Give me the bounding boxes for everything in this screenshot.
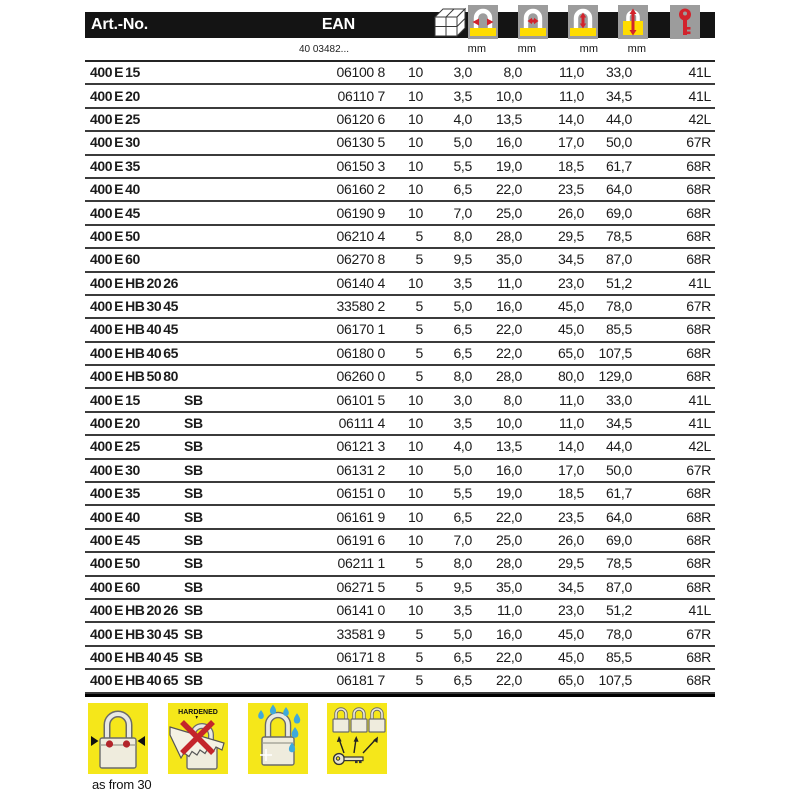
inner-height-value: 18,5: [557, 157, 584, 174]
sb-flag: SB: [184, 508, 203, 525]
inner-width-value: 35,0: [495, 251, 522, 268]
inner-height-value: 23,0: [557, 602, 584, 619]
inner-width-value: 16,0: [495, 461, 522, 478]
total-height-value: 50,0: [605, 134, 632, 151]
pack-quantity: 10: [408, 274, 423, 291]
sb-flag: SB: [184, 485, 203, 502]
table-row: [85, 530, 715, 553]
sb-flag: SB: [184, 391, 203, 408]
unit-label-ht: mm: [627, 43, 646, 55]
total-height-value: 51,2: [605, 274, 632, 291]
total-height-value: 69,0: [605, 204, 632, 221]
table-row: [85, 553, 715, 576]
inner-width-value: 16,0: [495, 298, 522, 315]
spec-table: [85, 5, 715, 697]
total-height-value: 33,0: [605, 64, 632, 81]
sb-flag: SB: [184, 532, 203, 548]
table-row: [85, 343, 715, 366]
key-blank-value: 68R: [686, 672, 711, 689]
ean-value: 06131 2: [336, 461, 385, 478]
inner-height-value: 65,0: [557, 672, 584, 689]
inner-height-value: 11,0: [558, 391, 584, 408]
pack-quantity: 10: [408, 204, 423, 221]
key-blank-value: 67R: [686, 625, 711, 642]
table-subheader: [85, 38, 715, 62]
art-no: 400 E 15: [90, 64, 140, 81]
sb-flag: SB: [184, 461, 203, 478]
inner-width-value: 19,0: [495, 485, 522, 502]
inner-width-value: 22,0: [495, 321, 522, 338]
art-no: 400 E HB 30 45: [90, 625, 179, 642]
inner-height-value: 11,0: [558, 415, 584, 432]
shackle-diameter-icon: [468, 5, 498, 41]
shackle-diameter-value: 5,0: [453, 461, 472, 478]
inner-width-value: 10,0: [495, 415, 522, 432]
inner-height-value: 34,5: [557, 251, 584, 268]
art-no: 400 E 40: [90, 181, 140, 198]
inner-width-value: 22,0: [495, 181, 522, 198]
key-blank-value: 68R: [686, 648, 711, 665]
total-height-value: 50,0: [605, 461, 632, 478]
total-height-value: 69,0: [605, 532, 632, 548]
art-no: 400 E 20: [90, 415, 140, 432]
art-no: 400 E HB 50 80: [90, 368, 179, 385]
total-height-value: 87,0: [605, 251, 632, 268]
ean-value: 06270 8: [336, 251, 385, 268]
inner-width-value: 19,0: [495, 157, 522, 174]
ean-value: 06121 3: [336, 438, 385, 455]
art-no: 400 E 15: [90, 391, 140, 408]
key-blank-value: 68R: [686, 227, 711, 244]
sb-flag: SB: [184, 555, 203, 572]
total-height-value: 85,5: [605, 321, 632, 338]
inner-height-value: 45,0: [557, 321, 584, 338]
inner-height-value: 45,0: [557, 648, 584, 665]
key-blank-value: 41L: [688, 415, 711, 432]
shackle-diameter-value: 7,0: [453, 532, 472, 548]
ean-value: 33581 9: [336, 625, 385, 642]
pack-quantity: 5: [415, 578, 423, 595]
art-no: 400 E 25: [90, 110, 140, 127]
ean-value: 06130 5: [336, 134, 385, 151]
pack-quantity: 10: [408, 602, 423, 619]
ean-value: 06120 6: [336, 110, 385, 127]
table-row: [85, 249, 715, 272]
inner-height-value: 17,0: [557, 134, 584, 151]
ean-prefix: 40 03482...: [298, 43, 349, 55]
inner-width-value: 13,5: [495, 110, 522, 127]
key-blank-value: 68R: [686, 555, 711, 572]
total-height-value: 85,5: [605, 648, 632, 665]
key-blank-value: 68R: [686, 532, 711, 548]
art-no: 400 E 35: [90, 157, 140, 174]
pack-quantity: 5: [415, 321, 423, 338]
table-row: [85, 179, 715, 202]
key-blank-value: 42L: [688, 438, 711, 455]
inner-height-value: 14,0: [557, 438, 584, 455]
inner-height-value: 14,0: [557, 110, 584, 127]
key-blank-value: 41L: [688, 274, 711, 291]
ean-value: 06111 4: [338, 415, 385, 432]
inner-width-value: 16,0: [495, 625, 522, 642]
shackle-diameter-value: 6,5: [453, 344, 472, 361]
key-blank-value: 41L: [688, 602, 711, 619]
inner-height-value: 29,5: [557, 227, 584, 244]
inner-width-value: 25,0: [495, 204, 522, 221]
pack-quantity: 10: [408, 64, 423, 81]
inner-height-value: 65,0: [557, 344, 584, 361]
inner-width-value: 22,0: [495, 648, 522, 665]
inner-width-value: 11,0: [496, 602, 522, 619]
total-height-value: 107,5: [598, 672, 632, 689]
total-height-value: 64,0: [605, 508, 632, 525]
ean-value: 33580 2: [336, 298, 385, 315]
shackle-diameter-value: 6,5: [453, 181, 472, 198]
total-height-icon: [618, 5, 648, 41]
inner-height-value: 18,5: [557, 485, 584, 502]
inner-height-value: 23,0: [557, 274, 584, 291]
key-blank-value: 41L: [688, 87, 711, 104]
shackle-diameter-value: 3,0: [453, 391, 472, 408]
pack-quantity: 10: [408, 485, 423, 502]
total-height-value: 78,5: [605, 555, 632, 572]
inner-height-value: 80,0: [557, 368, 584, 385]
art-no: 400 E HB 30 45: [90, 298, 179, 315]
pack-quantity: 10: [408, 461, 423, 478]
shackle-diameter-value: 5,0: [453, 298, 472, 315]
keyed-alike-icon: [327, 703, 387, 774]
art-no: 400 E 60: [90, 578, 140, 595]
inner-height-value: 17,0: [557, 461, 584, 478]
shackle-inner-width-icon: [518, 5, 548, 41]
header-icons: [85, 5, 715, 41]
shackle-diameter-value: 5,0: [453, 134, 472, 151]
inner-width-value: 28,0: [495, 555, 522, 572]
pack-quantity: 10: [408, 438, 423, 455]
key-blank-value: 42L: [688, 110, 711, 127]
pack-quantity: 10: [408, 508, 423, 525]
total-height-value: 107,5: [598, 344, 632, 361]
table-body: [85, 62, 715, 697]
shackle-diameter-value: 4,0: [453, 438, 472, 455]
pack-quantity: 5: [415, 555, 423, 572]
ean-value: 06110 7: [337, 87, 385, 104]
inner-width-value: 8,0: [503, 391, 522, 408]
ean-value: 06140 4: [336, 274, 385, 291]
art-no: 400 E 35: [90, 485, 140, 502]
shackle-diameter-value: 8,0: [453, 227, 472, 244]
pack-quantity: 10: [408, 157, 423, 174]
ean-value: 06101 5: [336, 391, 385, 408]
art-no: 400 E HB 40 45: [90, 321, 179, 338]
inner-width-value: 10,0: [495, 87, 522, 104]
key-blank-value: 68R: [686, 251, 711, 268]
shackle-diameter-value: 6,5: [453, 648, 472, 665]
pack-quantity: 5: [415, 227, 423, 244]
double-bolted-icon: [88, 703, 148, 774]
pack-quantity: 5: [415, 368, 423, 385]
shackle-diameter-value: 5,5: [453, 485, 472, 502]
ean-value: 06180 0: [336, 344, 385, 361]
pack-quantity: 10: [408, 181, 423, 198]
table-row: [85, 62, 715, 85]
table-row: [85, 273, 715, 296]
key-blank-value: 67R: [686, 134, 711, 151]
key-blank-value: 68R: [686, 321, 711, 338]
shackle-diameter-value: 5,0: [453, 625, 472, 642]
pack-quantity: 5: [415, 625, 423, 642]
ean-value: 06191 6: [336, 532, 385, 548]
inner-height-value: 34,5: [557, 578, 584, 595]
column-header-ean: EAN: [321, 16, 355, 33]
art-no: 400 E 25: [90, 438, 140, 455]
inner-height-value: 29,5: [557, 555, 584, 572]
inner-height-value: 11,0: [558, 87, 584, 104]
total-height-value: 78,0: [605, 625, 632, 642]
total-height-value: 78,0: [605, 298, 632, 315]
shackle-diameter-value: 8,0: [453, 555, 472, 572]
inner-width-value: 28,0: [495, 368, 522, 385]
total-height-value: 78,5: [605, 227, 632, 244]
pack-quantity: 10: [408, 110, 423, 127]
hardened-label: HARDENED: [178, 709, 218, 716]
inner-width-value: 13,5: [495, 438, 522, 455]
shackle-diameter-value: 3,5: [453, 274, 472, 291]
table-row: [85, 366, 715, 389]
shackle-diameter-value: 3,5: [453, 415, 472, 432]
total-height-value: 61,7: [605, 157, 632, 174]
shackle-diameter-value: 7,0: [453, 204, 472, 221]
table-row: [85, 436, 715, 459]
art-no: 400 E HB 40 65: [90, 672, 179, 689]
art-no: 400 E HB 40 65: [90, 344, 179, 361]
ean-value: 06170 1: [336, 321, 385, 338]
shackle-diameter-value: 9,5: [453, 578, 472, 595]
shackle-diameter-value: 9,5: [453, 251, 472, 268]
table-row: [85, 413, 715, 436]
shackle-diameter-value: 6,5: [453, 321, 472, 338]
table-row: [85, 319, 715, 342]
shackle-diameter-value: 5,5: [453, 157, 472, 174]
table-row: [85, 202, 715, 225]
table-row: [85, 600, 715, 623]
key-blank-value: 68R: [686, 157, 711, 174]
shackle-diameter-value: 6,5: [453, 508, 472, 525]
sb-flag: SB: [184, 438, 203, 455]
ean-value: 06271 5: [336, 578, 385, 595]
art-no: 400 E 50: [90, 555, 140, 572]
pack-quantity: 10: [408, 87, 423, 104]
inner-width-value: 22,0: [495, 672, 522, 689]
table-row: [85, 109, 715, 132]
key-blank-value: 68R: [686, 508, 711, 525]
ean-value: 06171 8: [336, 648, 385, 665]
ean-value: 06161 9: [336, 508, 385, 525]
key-blank-value: 41L: [688, 64, 711, 81]
hardened-saw-proof-icon: [168, 703, 228, 774]
art-no: 400 E 20: [90, 87, 140, 104]
inner-width-value: 28,0: [495, 227, 522, 244]
unit-label-h: mm: [579, 43, 598, 55]
key-blank-value: 41L: [688, 391, 711, 408]
art-no: 400 E HB 40 45: [90, 648, 179, 665]
inner-width-value: 22,0: [495, 508, 522, 525]
inner-height-value: 45,0: [557, 625, 584, 642]
shackle-inner-height-icon: [568, 5, 598, 41]
shackle-diameter-value: 8,0: [453, 368, 472, 385]
inner-width-value: 8,0: [503, 64, 522, 81]
table-row: [85, 132, 715, 155]
pack-quantity: 10: [408, 134, 423, 151]
inner-height-value: 23,5: [557, 181, 584, 198]
total-height-value: 44,0: [605, 438, 632, 455]
key-blank-value: 67R: [686, 298, 711, 315]
ean-value: 06160 2: [336, 181, 385, 198]
pack-quantity: 5: [415, 344, 423, 361]
shackle-diameter-value: 4,0: [453, 110, 472, 127]
pack-quantity: 5: [415, 672, 423, 689]
pack-quantity: 5: [415, 648, 423, 665]
pack-quantity: 10: [408, 532, 423, 548]
sb-flag: SB: [184, 578, 203, 595]
inner-height-value: 11,0: [558, 64, 584, 81]
table-row: [85, 623, 715, 646]
key-blank-value: 68R: [686, 204, 711, 221]
art-no: 400 E 60: [90, 251, 140, 268]
table-row: [85, 156, 715, 179]
key-blank-value: 68R: [686, 578, 711, 595]
double-bolted-caption: as from 30: [92, 777, 152, 792]
ean-value: 06181 7: [336, 672, 385, 689]
ean-value: 06211 1: [337, 555, 385, 572]
inner-width-value: 22,0: [495, 344, 522, 361]
ean-value: 06260 0: [336, 368, 385, 385]
feature-icons: [85, 703, 485, 798]
key-blank-value: 67R: [686, 461, 711, 478]
total-height-value: 64,0: [605, 181, 632, 198]
art-no: 400 E 50: [90, 227, 140, 244]
table-row: [85, 483, 715, 506]
table-row: [85, 389, 715, 412]
carton-quantity-icon: [432, 5, 466, 41]
total-height-value: 61,7: [605, 485, 632, 502]
unit-label-d: mm: [467, 43, 486, 55]
inner-width-value: 35,0: [495, 578, 522, 595]
ean-value: 06151 0: [336, 485, 385, 502]
inner-width-value: 11,0: [496, 274, 522, 291]
art-no: 400 E 30: [90, 134, 140, 151]
shackle-diameter-value: 3,5: [453, 602, 472, 619]
total-height-value: 87,0: [605, 578, 632, 595]
inner-height-value: 26,0: [557, 532, 584, 548]
sb-flag: SB: [184, 648, 203, 665]
table-row: [85, 577, 715, 600]
table-row: [85, 460, 715, 483]
inner-height-value: 45,0: [557, 298, 584, 315]
art-no: 400 E 45: [90, 204, 140, 221]
total-height-value: 129,0: [598, 368, 632, 385]
table-row: [85, 670, 715, 693]
shackle-diameter-value: 3,0: [453, 64, 472, 81]
ean-value: 06210 4: [336, 227, 385, 244]
pack-quantity: 5: [415, 251, 423, 268]
total-height-value: 34,5: [605, 415, 632, 432]
art-no: 400 E 45: [90, 532, 140, 548]
key-blank-value: 68R: [686, 485, 711, 502]
inner-height-value: 23,5: [557, 508, 584, 525]
table-row: [85, 296, 715, 319]
total-height-value: 44,0: [605, 110, 632, 127]
ean-value: 06190 9: [336, 204, 385, 221]
column-header-artno: Art.-No.: [91, 16, 149, 33]
key-blank-value: 68R: [686, 344, 711, 361]
pack-quantity: 5: [415, 298, 423, 315]
art-no: 400 E HB 20 26: [90, 602, 179, 619]
shackle-diameter-value: 6,5: [453, 672, 472, 689]
art-no: 400 E HB 20 26: [90, 274, 179, 291]
ean-value: 06141 0: [336, 602, 385, 619]
unit-label-w: mm: [517, 43, 536, 55]
total-height-value: 34,5: [605, 87, 632, 104]
ean-value: 06100 8: [336, 64, 385, 81]
key-icon: [670, 5, 700, 41]
sb-flag: SB: [184, 415, 203, 432]
art-no: 400 E 30: [90, 461, 140, 478]
inner-width-value: 25,0: [495, 532, 522, 548]
key-blank-value: 68R: [686, 368, 711, 385]
table-row: [85, 506, 715, 529]
key-blank-value: 68R: [686, 181, 711, 198]
shackle-diameter-value: 3,5: [453, 87, 472, 104]
total-height-value: 33,0: [605, 391, 632, 408]
sb-flag: SB: [184, 672, 203, 689]
art-no: 400 E 40: [90, 508, 140, 525]
inner-height-value: 26,0: [557, 204, 584, 221]
table-row: [85, 647, 715, 670]
total-height-value: 51,2: [605, 602, 632, 619]
inner-width-value: 16,0: [495, 134, 522, 151]
ean-value: 06150 3: [336, 157, 385, 174]
pack-quantity: 10: [408, 391, 423, 408]
sb-flag: SB: [184, 602, 203, 619]
table-row: [85, 226, 715, 249]
weather-resistant-icon: [248, 703, 308, 774]
sb-flag: SB: [184, 625, 203, 642]
table-row: [85, 85, 715, 108]
pack-quantity: 10: [408, 415, 423, 432]
